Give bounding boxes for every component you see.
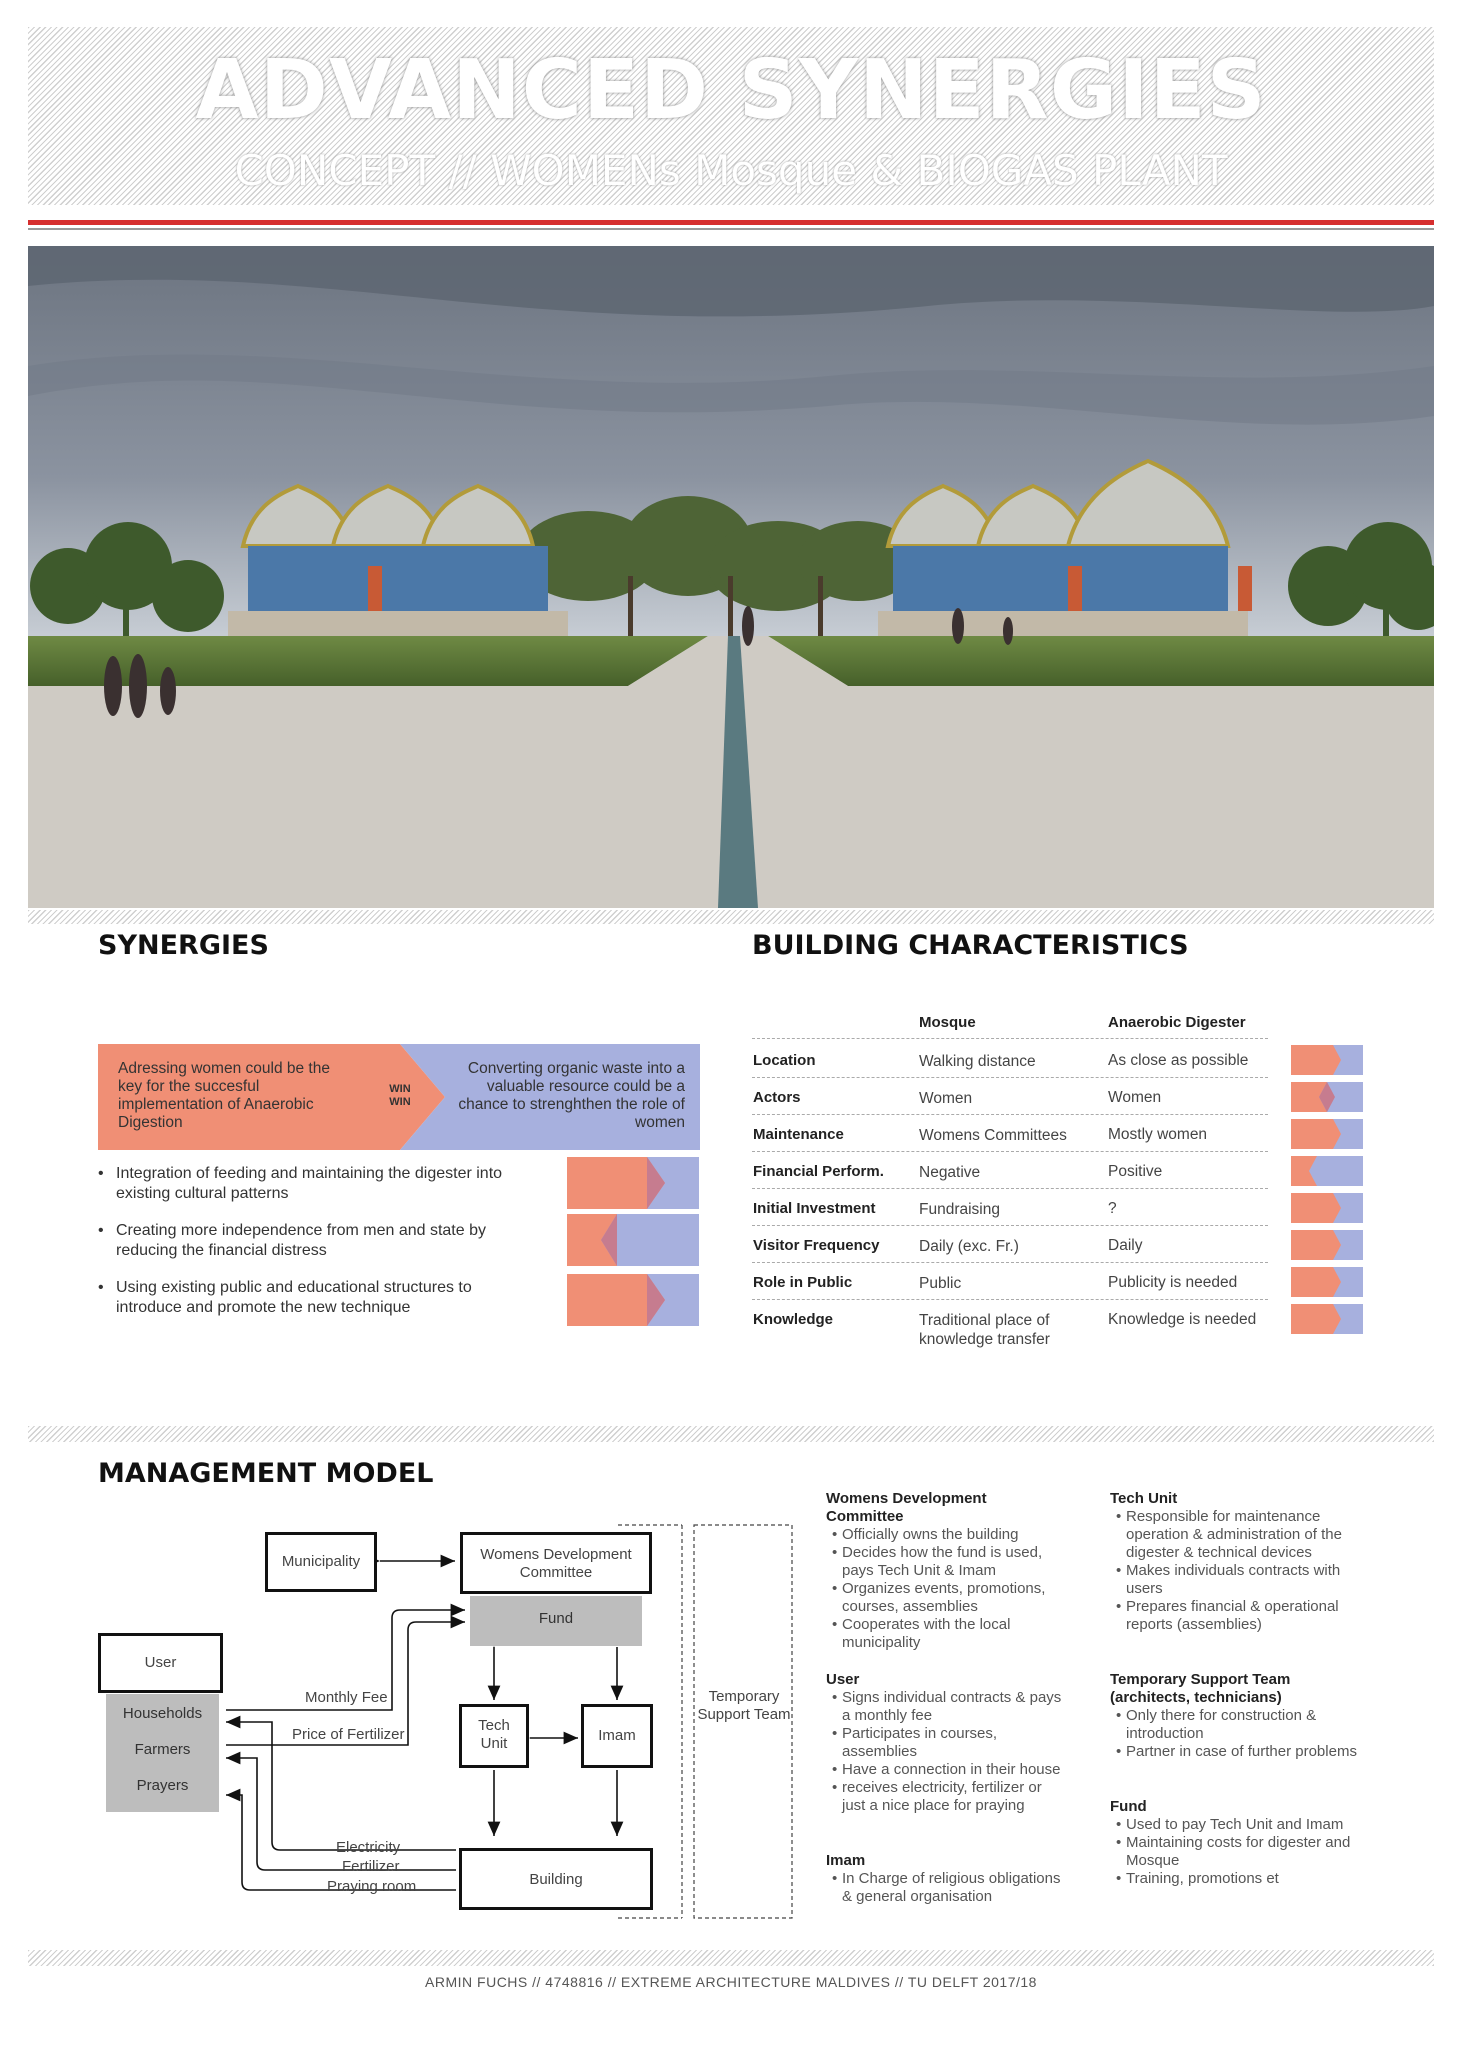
committee-node: Womens Development Committee <box>460 1532 652 1594</box>
tech-unit-node: Tech Unit <box>459 1704 529 1768</box>
table-row: Visitor Frequency Daily (exc. Fr.) Daily <box>752 1225 1268 1263</box>
column-header-mosque: Mosque <box>919 1014 976 1031</box>
user-title: User <box>826 1671 860 1688</box>
table-row: Maintenance Womens Committees Mostly women <box>752 1114 1268 1152</box>
user-node: User <box>98 1633 223 1693</box>
fund-title: Fund <box>1110 1798 1147 1815</box>
synergy-icon-mosque-dominant <box>567 1274 699 1326</box>
balance-icon <box>1291 1082 1363 1112</box>
table-row: Initial Investment Fundraising ? <box>752 1188 1268 1226</box>
imam-description <box>826 1852 1066 1906</box>
temp-title: Temporary Support Team (architects, technicians) <box>1110 1671 1291 1706</box>
synergy-bullet: • Creating more independence from men and state by reducing the financial distress <box>98 1221 538 1261</box>
list-item: • Only there for construction & introduction <box>1126 1707 1370 1743</box>
price-of-fertilizer-label: Price of Fertilizer <box>292 1726 405 1743</box>
balance-icon <box>1291 1193 1363 1223</box>
synergy-icon-digester-dominant <box>567 1214 699 1266</box>
list-item: • Prepares financial & operational reports (assemblies) <box>1126 1598 1370 1634</box>
management-model-heading: MANAGEMENT MODEL <box>98 1458 434 1489</box>
table-header-rule <box>752 1038 1268 1039</box>
prayers-label: Prayers <box>136 1777 189 1794</box>
win-label-1: WIN <box>389 1083 411 1095</box>
list-item: • In Charge of religious obligations & general organisation <box>842 1870 1066 1906</box>
balance-icon <box>1291 1304 1363 1334</box>
synergy-right-text: Converting organic waste into a valuable resource could be a chance to strenghthen the role of women <box>458 1060 685 1131</box>
table-row: Financial Perform. Negative Positive <box>752 1151 1268 1189</box>
building-characteristics-heading: BUILDING CHARACTERISTICS <box>752 930 1189 961</box>
synergies-heading: SYNERGIES <box>98 930 269 961</box>
electricity-label: Electricity <box>336 1839 401 1856</box>
synergy-left-text: Adressing women could be the key for the succesful implementation of Anaerobic Digestion <box>118 1060 330 1131</box>
municipality-node: Municipality <box>265 1532 377 1592</box>
win-win-label <box>386 1083 414 1109</box>
red-divider <box>28 220 1434 225</box>
list-item: • Maintaining costs for digester and Mosque <box>1126 1834 1370 1870</box>
monthly-fee-label: Monthly Fee <box>305 1689 388 1706</box>
architectural-render <box>28 246 1434 908</box>
list-item: • Cooperates with the local municipality <box>842 1616 1066 1652</box>
list-item: • Partner in case of further problems <box>1126 1743 1370 1761</box>
list-item: • Participates in courses, assemblies <box>842 1725 1066 1761</box>
building-node: Building <box>459 1848 653 1910</box>
tech-unit-description <box>1110 1490 1370 1634</box>
wdc-title: Womens Development Committee <box>826 1490 987 1525</box>
grey-divider <box>28 228 1434 230</box>
fund-description <box>1110 1798 1370 1888</box>
list-item: • receives electricity, fertilizer or just a nice place for praying <box>842 1779 1066 1815</box>
balance-icon <box>1291 1230 1363 1260</box>
imam-node: Imam <box>581 1704 653 1768</box>
list-item: • Used to pay Tech Unit and Imam <box>1126 1816 1370 1834</box>
imam-title: Imam <box>826 1852 866 1869</box>
farmers-label: Farmers <box>134 1741 191 1758</box>
list-item: • Decides how the fund is used, pays Tech Unit & Imam <box>842 1544 1066 1580</box>
balance-icon <box>1291 1045 1363 1075</box>
balance-icon <box>1291 1267 1363 1297</box>
hatch-divider <box>28 1950 1434 1966</box>
synergy-icon-mosque-dominant <box>567 1157 699 1209</box>
synergy-bullet: • Using existing public and educational structures to introduce and promote the new technique <box>98 1278 538 1318</box>
list-item: • Training, promotions et <box>1126 1870 1370 1888</box>
table-row: Role in Public Public Publicity is needed <box>752 1262 1268 1300</box>
footer-credits: ARMIN FUCHS // 4748816 // EXTREME ARCHITECTURE MALDIVES // TU DELFT 2017/18 <box>425 1974 1037 1990</box>
synergy-bullet: • Integration of feeding and maintaining the digester into existing cultural patterns <box>98 1164 538 1204</box>
table-row: Location Walking distance As close as possible <box>752 1040 1268 1078</box>
list-item: • Makes individuals contracts with users <box>1126 1562 1370 1598</box>
win-label-2: WIN <box>389 1096 411 1108</box>
households-label: Households <box>122 1705 203 1722</box>
temp-team-description <box>1110 1671 1370 1761</box>
balance-icon <box>1291 1119 1363 1149</box>
hatch-divider <box>28 1426 1434 1442</box>
fund-node: Fund <box>470 1596 642 1646</box>
wdc-description <box>826 1490 1066 1652</box>
table-row: Actors Women Women <box>752 1077 1268 1115</box>
praying-room-label: Praying room <box>327 1878 417 1895</box>
user-groups-node <box>106 1694 219 1812</box>
list-item: • Officially owns the building <box>842 1526 1066 1544</box>
tech-title: Tech Unit <box>1110 1490 1178 1507</box>
list-item: • Have a connection in their house <box>842 1761 1066 1779</box>
column-header-digester: Anaerobic Digester <box>1108 1014 1246 1031</box>
hatch-divider <box>28 910 1434 924</box>
poster-title: ADVANCED SYNERGIES <box>195 43 1267 138</box>
poster-subtitle: CONCEPT // WOMENs Mosque & BIOGAS PLANT <box>234 146 1228 195</box>
table-row: Knowledge Traditional place of knowledge transfer Knowledge is needed <box>753 1311 1257 1348</box>
temporary-support-team-node: Temporary Support Team <box>697 1688 791 1723</box>
list-item: • Organizes events, promotions, courses, assemblies <box>842 1580 1066 1616</box>
balance-icon <box>1291 1156 1363 1186</box>
list-item: • Responsible for maintenance operation & administration of the digester & technical devices <box>1126 1508 1370 1562</box>
user-description <box>826 1671 1066 1815</box>
fertilizer-label: Fertilizer <box>342 1858 400 1875</box>
list-item: • Signs individual contracts & pays a monthly fee <box>842 1689 1066 1725</box>
